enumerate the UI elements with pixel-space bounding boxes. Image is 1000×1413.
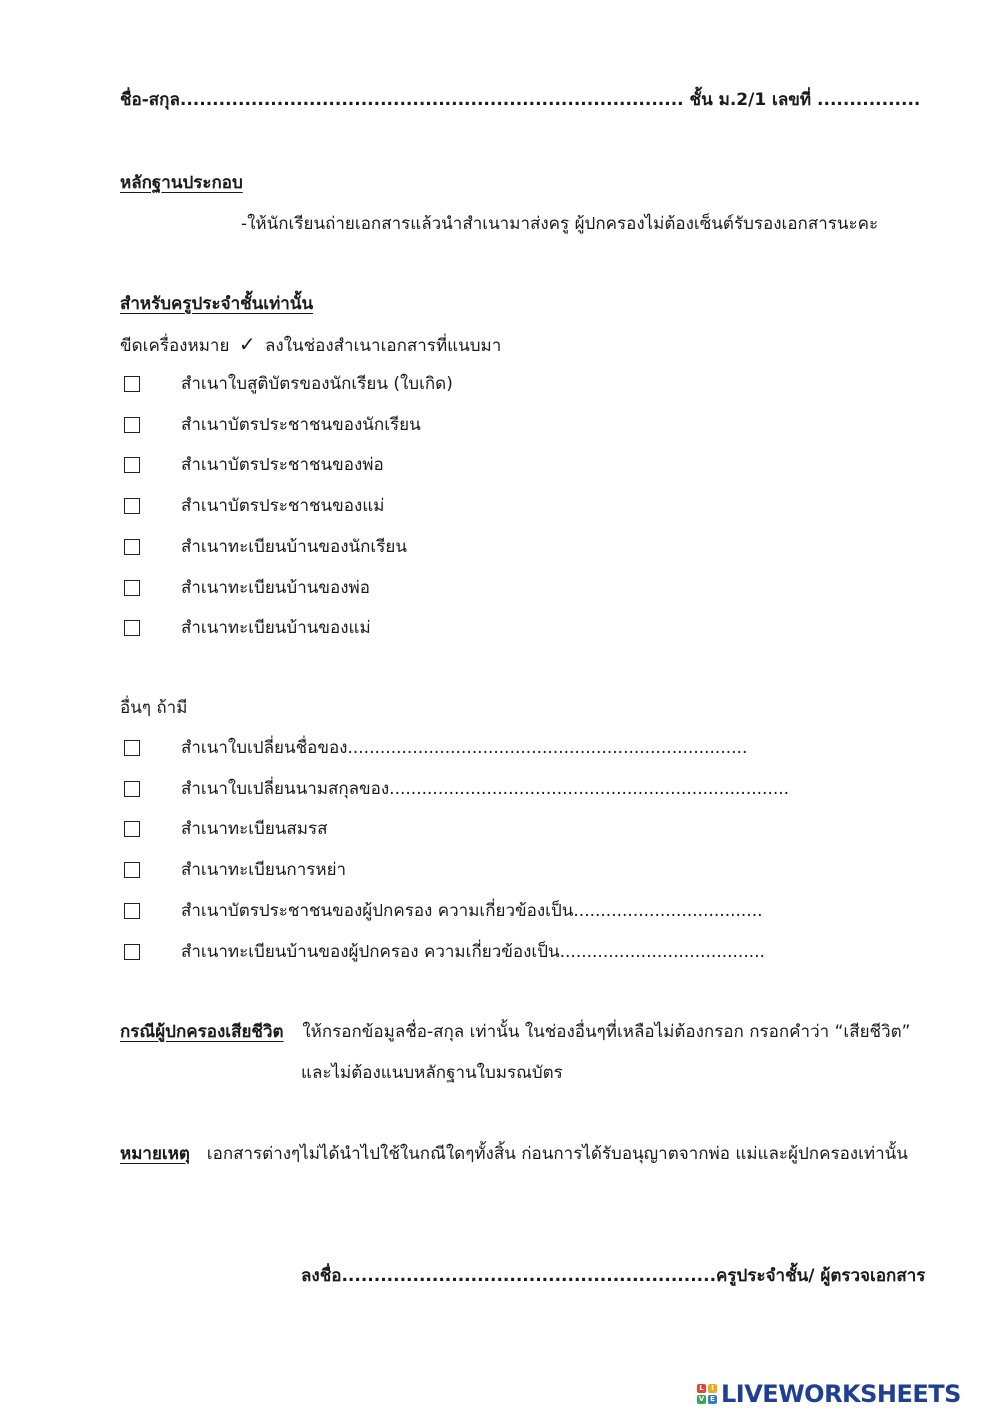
others-item-label-3: สำเนาทะเบียนการหย่า <box>181 860 347 881</box>
student-name-line: ชื่อ-สกุล.............................................................................. ชั้น ม.2/1 เลขที่ ................ <box>120 90 921 110</box>
deceased-note-label: กรณีผู้ปกครองเสียชีวิต <box>120 1022 284 1042</box>
logo-badge-letter: L <box>697 1384 706 1393</box>
teacher-item-label-0: สำเนาใบสูติบัตรของนักเรียน (ใบเกิด) <box>181 374 453 394</box>
others-checkbox-2[interactable] <box>124 821 140 837</box>
teacher-checkbox-3[interactable] <box>124 498 140 514</box>
others-checkbox-0[interactable] <box>124 740 140 756</box>
liveworksheets-logo <box>697 1381 961 1407</box>
others-checkbox-1[interactable] <box>124 781 140 797</box>
logo-badge-letter: E <box>708 1395 717 1404</box>
teacher-section-heading: สำหรับครูประจำชั้นเท่านั้น <box>120 294 314 314</box>
teacher-checkbox-0[interactable] <box>124 376 140 392</box>
teacher-item-label-5: สำเนาทะเบียนบ้านของพ่อ <box>181 577 370 598</box>
evidence-heading: หลักฐานประกอบ <box>120 173 243 193</box>
deceased-note-text2: และไม่ต้องแนบหลักฐานใบมรณบัตร <box>301 1063 563 1083</box>
teacher-item-label-3: สำเนาบัตรประชาชนของแม่ <box>181 496 385 517</box>
others-item-label-2: สำเนาทะเบียนสมรส <box>181 819 328 840</box>
teacher-checkbox-5[interactable] <box>124 580 140 596</box>
teacher-item-label-2: สำเนาบัตรประชาชนของพ่อ <box>181 455 384 476</box>
remark-text: เอกสารต่างๆไม่ได้นำไปใช้ในกณีใดๆทั้งสิ้น ก่อนการได้รับอนุญาตจากพ่อ แม่และผู้ปกครองเท่านั้น <box>206 1144 908 1164</box>
logo-badge-letter: I <box>708 1384 717 1393</box>
deceased-note-text1: ให้กรอกข้อมูลชื่อ-สกุล เท่านั้น ในช่องอื่นๆที่เหลือไม่ต้องกรอก กรอกคำว่า “เสียชีวิต” <box>302 1022 911 1042</box>
logo-badge-letter: V <box>698 1395 705 1403</box>
others-item-label-4: สำเนาบัตรประชาชนของผู้ปกครอง ความเกี่ยวข้องเป็น................................... <box>181 900 763 921</box>
teacher-item-label-1: สำเนาบัตรประชาชนของนักเรียน <box>181 414 421 435</box>
teacher-checkbox-4[interactable] <box>124 539 140 555</box>
teacher-checkbox-1[interactable] <box>124 417 140 433</box>
logo-text: LIVEWORKSHEETS <box>721 1380 961 1408</box>
teacher-item-label-6: สำเนาทะเบียนบ้านของแม่ <box>181 618 371 639</box>
others-item-label-0: สำเนาใบเปลี่ยนชื่อของ.......................................................................... <box>181 738 748 758</box>
teacher-item-label-4: สำเนาทะเบียนบ้านของนักเรียน <box>181 536 407 557</box>
others-checkbox-4[interactable] <box>124 903 140 919</box>
remark-line <box>120 1142 908 1166</box>
mark-instruction-after: ลงในช่องสำเนาเอกสารที่แนบมา <box>264 336 502 356</box>
others-item-label-5: สำเนาทะเบียนบ้านของผู้ปกครอง ความเกี่ยวข้องเป็น...................................... <box>181 941 765 962</box>
evidence-instruction: -ให้นักเรียนถ่ายเอกสารแล้วนำสำเนามาส่งครู ผู้ปกครองไม่ต้องเซ็นต์รับรองเอกสารนะคะ <box>241 214 879 234</box>
remark-label: หมายเหตุ <box>120 1144 190 1164</box>
logo-badge-icon <box>697 1384 717 1404</box>
others-heading: อื่นๆ ถ้ามี <box>120 698 188 718</box>
others-checkbox-3[interactable] <box>124 862 140 878</box>
others-item-label-1: สำเนาใบเปลี่ยนนามสกุลของ.......................................................................... <box>181 778 790 799</box>
check-mark-icon: ✓ <box>238 332 256 356</box>
deceased-note-line1 <box>120 1020 910 1044</box>
teacher-checkbox-6[interactable] <box>124 620 140 636</box>
signature-line: ลงชื่อ..........................................................ครูประจำชั้น/ ผู้ตรวจเอกสาร <box>301 1266 926 1286</box>
mark-instruction <box>120 332 501 358</box>
teacher-checkbox-2[interactable] <box>124 457 140 473</box>
mark-instruction-before: ขีดเครื่องหมาย <box>120 336 230 356</box>
others-checkbox-5[interactable] <box>124 944 140 960</box>
